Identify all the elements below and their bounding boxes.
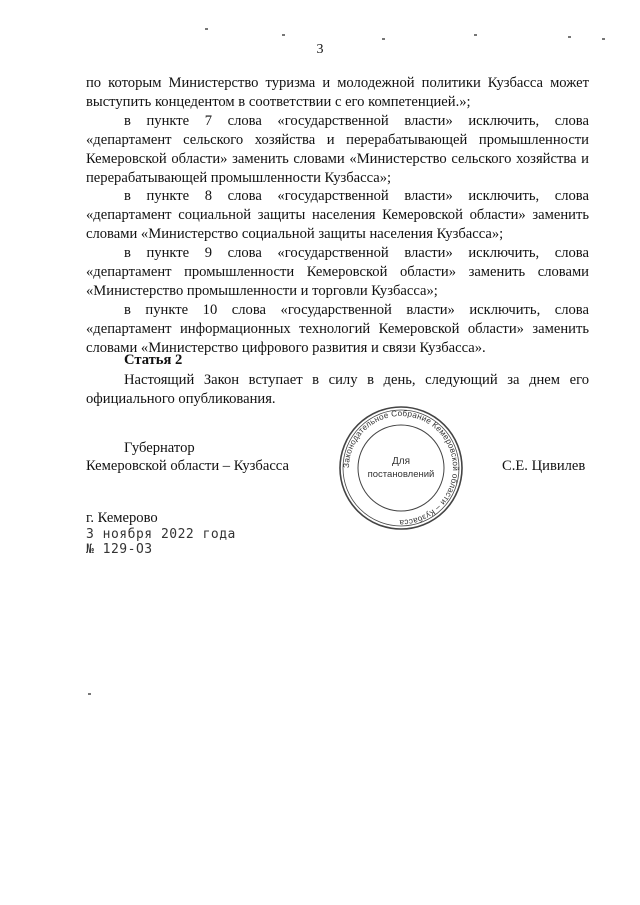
body-paragraph-item-7: в пункте 7 слова «государственной власти» исключить, слова «департамент сельского хозяйства и перерабатывающей промышленности Кемеровской области» заменить словами «Министерство сельского хозяйства и перерабатывающей промышленности Кузбасса»; — [86, 112, 589, 186]
scan-artifact — [568, 36, 571, 38]
seal-graphic — [337, 404, 465, 532]
body-paragraph-continuation: по которым Министерство туризма и молодежной политики Кузбасса может выступить концедентом в соответствии с его компетенцией.»; — [86, 75, 589, 110]
document-date: 3 ноября 2022 года — [86, 527, 236, 542]
signatory-name: С.Е. Цивилев — [502, 458, 586, 474]
scan-artifact — [282, 34, 285, 36]
svg-text:Законодательное Собрание Кемер — [342, 409, 460, 527]
body-paragraph-item-10: в пункте 10 слова «государственной власти» исключить, слова «департамент информационных технологий Кемеровской области» заменить словами «Министерство цифрового развития и связи Кузбасса». — [86, 301, 589, 356]
scan-artifact — [88, 693, 91, 695]
scan-artifact — [382, 38, 385, 40]
seal-inner-line-1: Для — [391, 456, 411, 467]
body-paragraph-item-8: в пункте 8 слова «государственной власти» исключить, слова «департамент социальной защиты населения Кемеровской области» заменить словами «Министерство социальной защиты населения Кузбасса»; — [86, 188, 589, 243]
body-paragraph-item-9: в пункте 9 слова «государственной власти» исключить, слова «департамент промышленности Кемеровской области» заменить словами «Министерство промышленности и торговли Кузбасса»; — [86, 245, 589, 299]
document-number: № 129-ОЗ — [86, 542, 153, 557]
scan-artifact — [474, 34, 477, 36]
document-body — [86, 74, 589, 358]
seal-inner-line-2: постановлений — [367, 469, 435, 480]
page-number: 3 — [316, 42, 324, 57]
article-text: Настоящий Закон вступает в силу в день, следующий за днем его официального опубликования. — [86, 372, 589, 407]
signatory-position: Губернатор — [124, 440, 195, 456]
seal-inner-ring — [358, 425, 444, 511]
scan-artifact — [602, 38, 605, 40]
city: г. Кемерово — [86, 510, 158, 526]
scan-artifact — [205, 28, 208, 30]
signatory-region: Кемеровской области – Кузбасса — [86, 458, 289, 474]
official-seal — [337, 404, 465, 532]
article-title: Статья 2 — [124, 352, 183, 368]
seal-outer-text: Законодательное Собрание Кемеровской области – Кузбасса — [341, 408, 461, 528]
